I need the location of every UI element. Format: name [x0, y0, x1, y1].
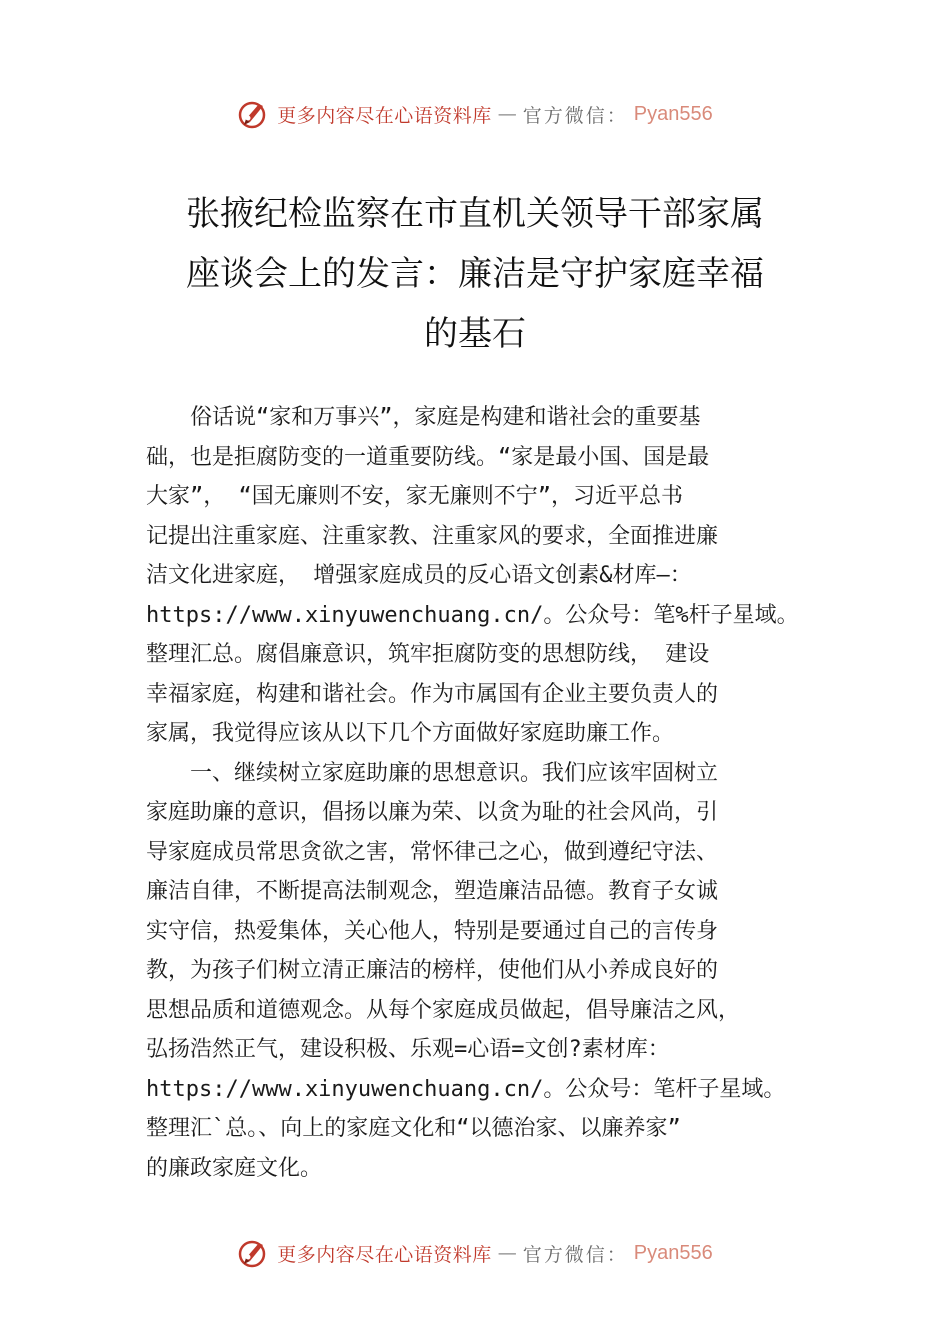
banner-wechat-label: 官方微信： [522, 104, 628, 127]
banner-separator: — [497, 1242, 517, 1264]
body-line: 础，也是拒腐防变的一道重要防线。“家是最小国、国是最 [146, 444, 710, 470]
banner-wechat-id: Pyan556 [633, 1241, 713, 1264]
body-line: 弘扬浩然正气，建设积极、乐观=心语=文创?素材库： [146, 1037, 670, 1062]
body-line: 记提出注重家庭、注重家教、注重家风的要求，全面推进廉 [146, 523, 719, 549]
title-line: 的基石 [424, 314, 526, 354]
title-line: 张掖纪检监察在市直机关领导干部家属 [186, 194, 764, 234]
body-line: 思想品质和道德观念。从每个家庭成员做起，倡导廉洁之风， [146, 997, 741, 1023]
banner-wechat-id: Pyan556 [633, 102, 713, 125]
body-line: 家属，我觉得应该从以下几个方面做好家庭助廉工作。 [146, 721, 675, 746]
pen-logo-icon [237, 97, 271, 131]
body-line: 整理汇总。腐倡廉意识，筑牢拒腐防变的思想防线， 建设 [146, 642, 710, 667]
body-line: 实守信，热爱集体，关心他人，特别是要通过自己的言传身 [146, 918, 719, 944]
banner-separator: — [497, 103, 517, 125]
body-line: 俗话说“家和万事兴”，家庭是构建和谐社会的重要基 [190, 405, 701, 430]
header-banner [0, 94, 950, 134]
banner-wechat-label: 官方微信： [522, 1243, 628, 1266]
body-line: 导家庭成员常思贪欲之害，常怀律己之心，做到遵纪守法、 [146, 839, 719, 865]
body-line: 一、继续树立家庭助廉的思想意识。我们应该牢固树立 [190, 760, 719, 786]
pen-logo-icon [237, 1236, 271, 1270]
body-line: 廉洁自律，不断提高法制观念，塑造廉洁品德。教育子女诚 [146, 879, 719, 904]
body-line: https://www.xinyuwenchuang.cn/。公众号：笔杆子星域。 [146, 1076, 786, 1102]
document-body [146, 398, 826, 1188]
banner-brand-text: 更多内容尽在心语资料库 [277, 1243, 492, 1266]
body-line: 的廉政家庭文化。 [146, 1155, 323, 1181]
document-title [150, 184, 800, 364]
body-line: 大家”， “国无廉则不安，家无廉则不宁”，习近平总书 [146, 484, 683, 509]
body-line: 整理汇`总。、向上的家庭文化和“以德治家、以廉养家” [146, 1116, 681, 1141]
footer-banner [0, 1233, 950, 1273]
body-line: 家庭助廉的意识，倡扬以廉为荣、以贪为耻的社会风尚，引 [146, 800, 719, 825]
body-line: 洁文化进家庭， 增强家庭成员的反心语文创素&材库—： [146, 563, 692, 588]
body-line: https://www.xinyuwenchuang.cn/。公众号：笔%杆子星域。 [146, 602, 799, 628]
body-line: 幸福家庭，构建和谐社会。作为市属国有企业主要负责人的 [146, 681, 719, 707]
body-line: 教，为孩子们树立清正廉洁的榜样，使他们从小养成良好的 [146, 958, 719, 983]
banner-brand-text: 更多内容尽在心语资料库 [277, 104, 492, 127]
title-line: 座谈会上的发言：廉洁是守护家庭幸福 [186, 254, 764, 294]
